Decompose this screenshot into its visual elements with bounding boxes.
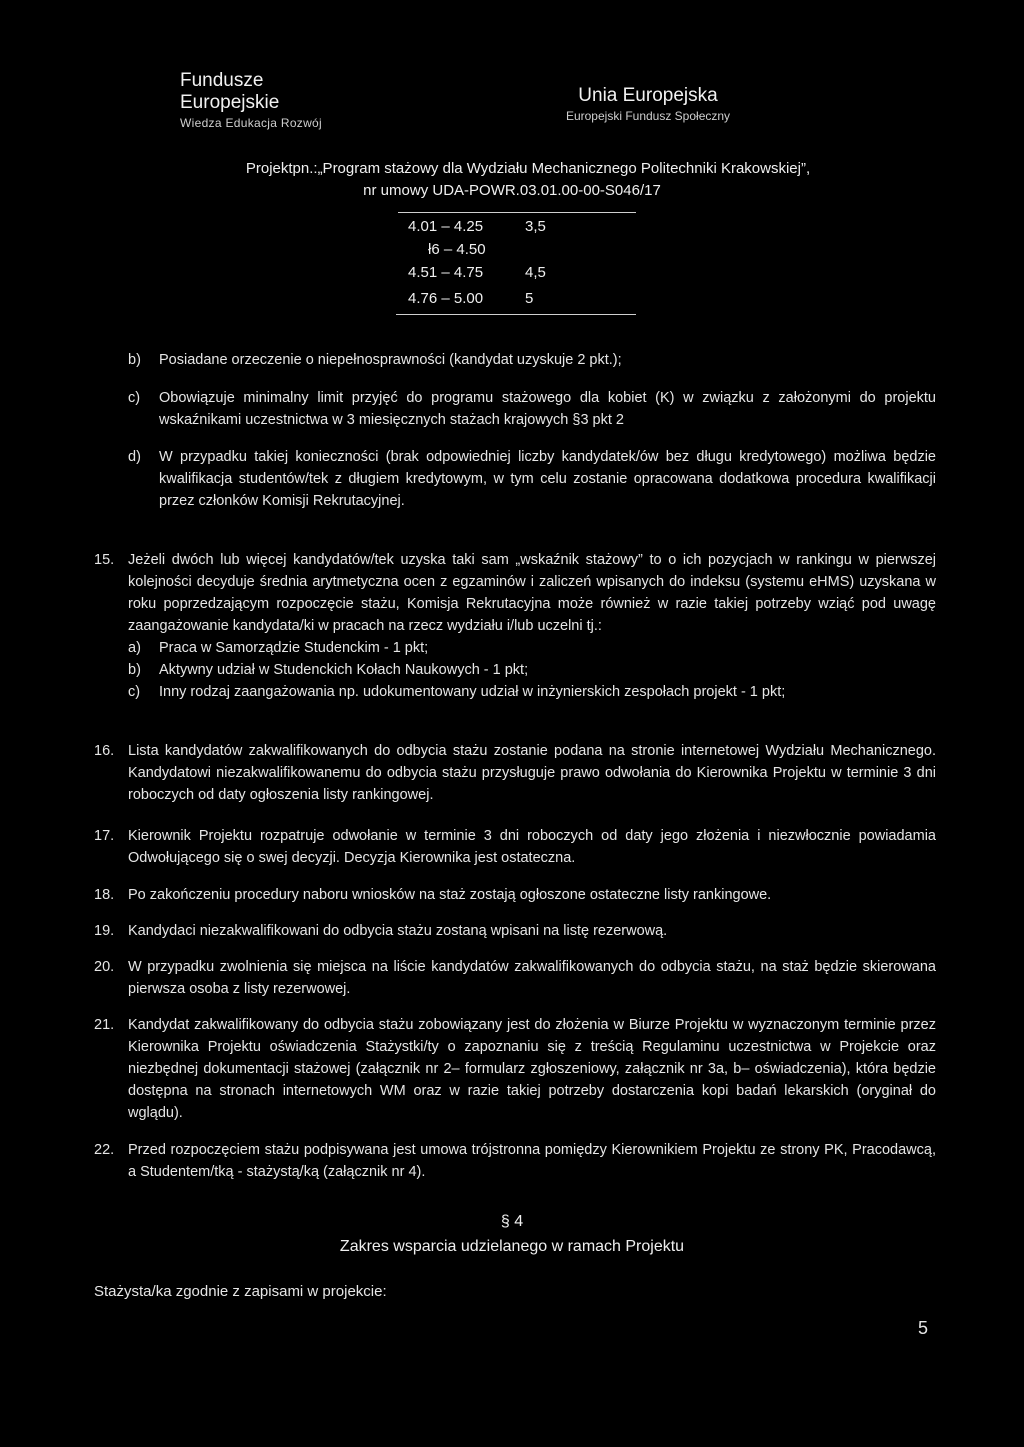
point-text: Jeżeli dwóch lub więcej kandydatów/tek uzyska taki sam „wskaźnik stażowy” to o ich pozycjach w rankingu w pierwszej kolejności decyduje średnia arytmetyczna ocen z egzaminów i zaliczeń wpisanych do indeksu (systemu eHMS) uzyskana w roku poprzedzającym rozpoczęcie stażu, Komisja Rekrutacyjna może również w razie takiej potrzeby wziąć pod uwagę zaangażowanie kandydata/ki w pracach na rzecz wydziału i/lub uczelni tj.: (128, 552, 936, 634)
point-number: 21. (94, 1017, 115, 1033)
table-top-rule (398, 212, 636, 213)
list-item-text: W przypadku takiej konieczności (brak odpowiedniej liczby kandydatek/ów bez długu kredytowego) możliwa będzie kwalifikacja studentów/tek z długiem kredytowym, w tym celu zostanie opracowana dodatkowa procedura kwalifikacji przez członków Komisji Rekrutacyjnej. (159, 449, 936, 509)
list-item-text: Posiadane orzeczenie o niepełnosprawności (kandydat uzyskuje 2 pkt.); (159, 352, 622, 368)
project-contract-number: nr umowy UDA-POWR.03.01.00-00-S046/17 (363, 182, 661, 199)
intern-obligations-intro: Stażysta/ka zgodnie z zapisami w projekcie: (94, 1283, 387, 1300)
point-20 (94, 956, 936, 1000)
list-item-label: c) (128, 684, 141, 700)
list-item (128, 446, 936, 512)
table-cell-value: 4,5 (525, 264, 546, 281)
point-text: Kierownik Projektu rozpatruje odwołanie w terminie 3 dni roboczych od daty jego złożenia i niezwłocznie powiadamia Odwołującego się o swej decyzji. Decyzja Kierownika jest ostateczna. (128, 828, 936, 866)
list-item (128, 387, 936, 431)
list-item-label: b) (128, 662, 141, 678)
list-item-text: Aktywny udział w Studenckich Kołach Naukowych - 1 pkt; (159, 662, 529, 678)
list-item-text: Obowiązuje minimalny limit przyjęć do programu stażowego dla kobiet (K) w związku z założonymi do projektu wskaźnikami uczestnictwa w 3 miesięcznych stażach krajowych §3 pkt 2 (159, 390, 936, 428)
table-cell-range: ł6 – 4.50 (428, 241, 486, 258)
section-title: Zakres wsparcia udzielanego w ramach Projektu (339, 1238, 685, 1255)
page-number: 5 (918, 1318, 929, 1338)
list-item (128, 659, 936, 681)
logo-unia-europejska (548, 84, 748, 124)
logo-fundusze-europejskie (180, 70, 322, 132)
list-item (128, 681, 936, 703)
table-bottom-rule (396, 314, 636, 315)
project-title: Projektpn.:„Program stażowy dla Wydziału Mechanicznego Politechniki Krakowskiej”, (245, 160, 811, 177)
point-text: Kandydat zakwalifikowany do odbycia stażu zobowiązany jest do złożenia w Biurze Projektu w wyznaczonym terminie przez Kierownika Projektu oświadczenia Stażystki/ty o zapoznaniu się z treścią Regulaminu uczestnictwa w Projekcie oraz niezbędnej dokumentacji stażowej (załącznik nr 2– formularz zgłoszeniowy, załącznik nr 3a, b– oświadczenia), która będzie dostępna na stronach internetowych WM oraz w razie takiej potrzeby dostarczenia kopi badań lekarskich (oryginał do wglądu). (128, 1017, 936, 1121)
list-item-label: b) (128, 352, 141, 368)
point-number: 20. (94, 959, 115, 975)
section-symbol: § 4 (500, 1213, 524, 1230)
point-15 (94, 549, 936, 703)
list-item (128, 637, 936, 659)
table-cell-value: 3,5 (525, 218, 546, 235)
point-16 (94, 740, 936, 806)
list-item-label: a) (128, 640, 141, 656)
logo-left-line2: Europejskie (180, 92, 280, 113)
list-item-label: d) (128, 449, 141, 465)
point-number: 19. (94, 923, 115, 939)
point-text: Przed rozpoczęciem stażu podpisywana jest umowa trójstronna pomiędzy Kierownikiem Projektu ze strony PK, Pracodawcą, a Studentem/tką - stażystą/ką (załącznik nr 4). (128, 1142, 936, 1180)
table-cell-range: 4.76 – 5.00 (408, 290, 484, 307)
table-cell-range: 4.01 – 4.25 (408, 218, 484, 235)
point-19 (94, 920, 936, 942)
list-item-label: c) (128, 390, 141, 406)
list-item (128, 349, 936, 371)
logo-right-line2: Europejski Fundusz Społeczny (565, 109, 731, 123)
point-number: 17. (94, 828, 115, 844)
point-17 (94, 825, 936, 869)
list-item-text: Inny rodzaj zaangażowania np. udokumentowany udział w inżynierskich zespołach projekt - 1 pkt; (159, 684, 786, 700)
point-text: Lista kandydatów zakwalifikowanych do odbycia stażu zostanie podana na stronie internetowej Wydziału Mechanicznego. Kandydatowi niezakwalifikowanemu do odbycia stażu przysługuje prawo odwołania do Kierownika Projektu w terminie 3 dni roboczych od daty ogłoszenia listy rankingowej. (128, 743, 936, 803)
point-number: 16. (94, 743, 115, 759)
point-text: Kandydaci niezakwalifikowani do odbycia stażu zostaną wpisani na listę rezerwową. (128, 923, 668, 939)
table-cell-value: 5 (525, 290, 534, 307)
point-18 (94, 884, 936, 906)
point-number: 18. (94, 887, 115, 903)
point-22 (94, 1139, 936, 1183)
point-21 (94, 1014, 936, 1124)
list-item-text: Praca w Samorządzie Studenckim - 1 pkt; (159, 640, 429, 656)
logo-right-line1: Unia Europejska (578, 85, 718, 106)
point-text: Po zakończeniu procedury naboru wniosków na staż zostają ogłoszone ostateczne listy rankingowe. (128, 887, 772, 903)
logo-left-line1: Fundusze (180, 70, 264, 91)
point-number: 22. (94, 1142, 115, 1158)
table-cell-range: 4.51 – 4.75 (408, 264, 484, 281)
logo-left-tagline: Wiedza Edukacja Rozwój (180, 116, 322, 130)
point-number: 15. (94, 552, 115, 568)
point-text: W przypadku zwolnienia się miejsca na liście kandydatów zakwalifikowanych do odbycia stażu, na staż będzie skierowana pierwsza osoba z listy rezerwowej. (128, 959, 936, 997)
